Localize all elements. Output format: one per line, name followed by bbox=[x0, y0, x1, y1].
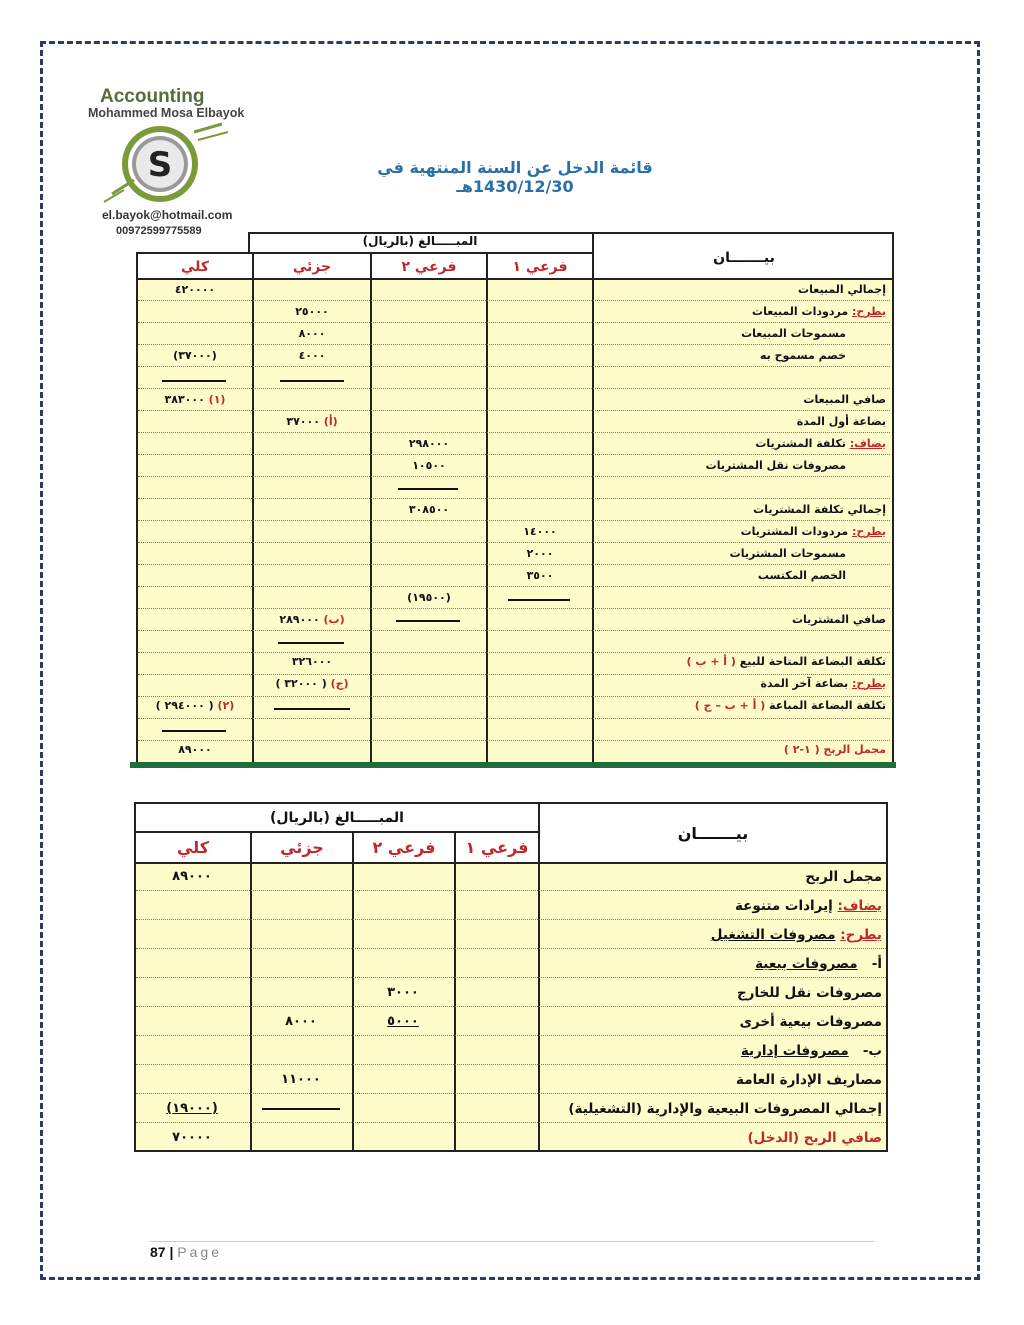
amount-far1: ١٤٠٠٠ bbox=[523, 525, 557, 538]
amount-far2: ٢٩٨٠٠٠ bbox=[408, 437, 450, 450]
row-label: صافي المشتريات bbox=[791, 613, 886, 626]
amount-koli-gross-profit: ٨٩٠٠٠ bbox=[178, 743, 212, 756]
row-label: خصم مسموح به bbox=[759, 349, 846, 362]
row-label: مصروفات نقل للخارج bbox=[736, 985, 882, 1001]
logo-author: Mohammed Mosa Elbayok bbox=[88, 106, 245, 120]
col-header-far2: فرعي ٢ bbox=[401, 259, 457, 275]
bayan-header-2: بيـــــــان bbox=[677, 824, 749, 843]
page-number: 87 bbox=[150, 1244, 166, 1260]
amount-juzi: (أ) ٣٧٠٠٠ bbox=[286, 415, 338, 428]
amount-juzi: ٢٥٠٠٠ bbox=[295, 305, 329, 318]
row-label: أ- مصروفات بيعية bbox=[755, 956, 882, 972]
page-footer bbox=[150, 1244, 222, 1260]
amount-far1: ٣٥٠٠ bbox=[526, 569, 554, 582]
amount-koli: (٣٧٠٠٠) bbox=[173, 349, 217, 362]
row-label: إجمالي المصروفات البيعية والإدارية (التشغيلية) bbox=[568, 1101, 882, 1117]
logo-emblem-icon bbox=[102, 122, 232, 206]
amount-juzi: (ب) ٢٨٩٠٠٠ bbox=[279, 613, 345, 626]
bayan-header: بيـــــــان bbox=[713, 250, 775, 266]
amount-juzi: (ج) ( ٣٢٠٠٠ ) bbox=[275, 677, 349, 690]
row-label: يطرح: مردودات المشتريات bbox=[740, 525, 886, 538]
row-label-gross-profit: مجمل الربح ( ١-٢ ) bbox=[783, 743, 886, 756]
logo-email: el.bayok@hotmail.com bbox=[102, 208, 233, 222]
page-separator: | bbox=[169, 1244, 174, 1260]
amount-koli: (٢) ( ٢٩٤٠٠٠ ) bbox=[155, 699, 235, 712]
col-header-juzi: جزئي bbox=[292, 259, 332, 275]
row-label: يطرح: مصروفات التشغيل bbox=[710, 927, 882, 943]
row-label: بضاعة أول المدة bbox=[796, 415, 886, 428]
row-label: مصاريف الإدارة العامة bbox=[736, 1072, 882, 1088]
col-header-far2-2: فرعي ٢ bbox=[372, 838, 436, 857]
amount-juzi: ٨٠٠٠ bbox=[298, 327, 326, 340]
col-header-koli: كلي bbox=[180, 259, 210, 275]
amount-far2: (١٩٥٠٠) bbox=[407, 591, 451, 604]
row-label: يطرح: بضاعة آخر المدة bbox=[760, 677, 886, 690]
page-title: قائمة الدخل عن السنة المنتهية في 1430/12/30هـ bbox=[377, 158, 653, 196]
amount-far2: ٣٠٠٠ bbox=[387, 985, 419, 1000]
row-label: يضاف: إيرادات متنوعة bbox=[734, 898, 882, 914]
amount-far2: ٣٠٨٥٠٠ bbox=[408, 503, 450, 516]
logo bbox=[84, 82, 254, 242]
row-label: تكلفة البضاعة المباعة ( أ + ب – ج ) bbox=[694, 699, 886, 712]
amount-far2: ١٠٥٠٠ bbox=[412, 459, 446, 472]
row-label: مسموحات المشتريات bbox=[729, 547, 846, 560]
row-label: مصروفات بيعية أخرى bbox=[739, 1014, 882, 1030]
row-label: إجمالي المبيعات bbox=[798, 283, 886, 296]
row-label: تكلفة البضاعة المتاحة للبيع ( أ + ب ) bbox=[686, 655, 886, 668]
footer-divider bbox=[150, 1241, 874, 1242]
logo-phone: 00972599775589 bbox=[116, 225, 202, 237]
amount-koli: ٨٩٠٠٠ bbox=[172, 869, 212, 884]
row-label: إجمالي تكلفة المشتريات bbox=[753, 503, 886, 516]
col-header-far1-2: فرعي ١ bbox=[465, 838, 529, 857]
amount-far2: ٥٠٠٠ bbox=[387, 1014, 419, 1029]
amount-juzi: ٤٠٠٠ bbox=[298, 349, 326, 362]
row-label: يطرح: مردودات المبيعات bbox=[752, 305, 886, 318]
col-header-koli-2: كلي bbox=[176, 838, 210, 857]
row-label: مجمل الربح bbox=[805, 869, 882, 885]
amount-koli: (١٩٠٠٠) bbox=[166, 1101, 218, 1116]
col-header-juzi-2: جزئي bbox=[280, 838, 324, 857]
amounts-header-2: المبـــــالغ (بالريال) bbox=[270, 810, 404, 826]
row-label: مصروفات نقل المشتريات bbox=[705, 459, 846, 472]
row-label-net-profit: صافي الربح (الدخل) bbox=[747, 1130, 882, 1146]
row-label: يضاف: تكلفة المشتريات bbox=[755, 437, 886, 450]
page-word: Page bbox=[177, 1244, 222, 1260]
row-label: ب- مصروفات إدارية bbox=[740, 1043, 882, 1059]
amount-koli: ٤٢٠٠٠٠ bbox=[174, 283, 216, 296]
amount-juzi: ٣٢٦٠٠٠ bbox=[291, 655, 333, 668]
row-label: الخصم المكتسب bbox=[757, 569, 846, 582]
amount-koli-net-profit: ٧٠٠٠٠ bbox=[172, 1130, 212, 1145]
logo-letter: S bbox=[147, 145, 173, 185]
amount-juzi: ١١٠٠٠ bbox=[281, 1072, 321, 1087]
logo-title: Accounting bbox=[100, 86, 205, 107]
amount-far1: ٢٠٠٠ bbox=[526, 547, 554, 560]
row-label: صافي المبيعات bbox=[803, 393, 886, 406]
col-header-far1: فرعي ١ bbox=[512, 259, 568, 275]
row-label: مسموحات المبيعات bbox=[741, 327, 846, 340]
amount-koli: (١) ٣٨٣٠٠٠ bbox=[164, 393, 226, 406]
amount-juzi: ٨٠٠٠ bbox=[285, 1014, 317, 1029]
amounts-header: المبـــــالغ (بالريال) bbox=[362, 234, 478, 248]
